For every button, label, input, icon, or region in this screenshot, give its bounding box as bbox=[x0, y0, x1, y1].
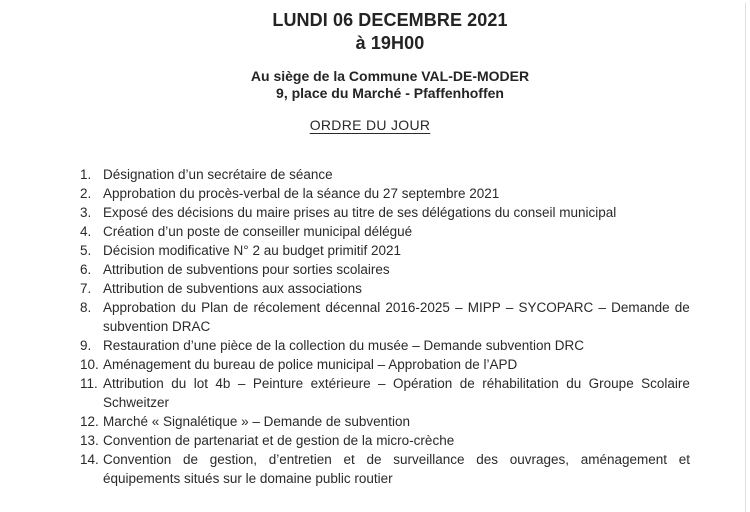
item-line: Approbation du Plan de récolement décennal 2016-2025 – MIPP – SYCOPARC – Demande de bbox=[103, 300, 690, 315]
item-line: Approbation du procès-verbal de la séance du 27 septembre 2021 bbox=[103, 186, 500, 201]
agenda-item bbox=[80, 260, 690, 279]
item-number: 1. bbox=[80, 167, 92, 182]
item-line: Attribution de subventions aux associations bbox=[103, 281, 362, 296]
agenda-item bbox=[80, 222, 690, 241]
item-number: 11. bbox=[80, 376, 98, 391]
item-line: Aménagement du bureau de police municipal – Approbation de l’APD bbox=[103, 357, 518, 372]
item-line: Création d’un poste de conseiller municipal délégué bbox=[103, 224, 413, 239]
meeting-time: à 19H00 bbox=[355, 33, 425, 53]
agenda-item bbox=[80, 450, 690, 488]
item-number: 7. bbox=[80, 281, 92, 296]
agenda-item bbox=[80, 374, 690, 412]
meeting-date: LUNDI 06 DECEMBRE 2021 bbox=[272, 10, 508, 30]
item-number: 9. bbox=[80, 338, 92, 353]
item-line: Décision modificative N° 2 au budget primitif 2021 bbox=[103, 243, 402, 258]
agenda-item bbox=[80, 336, 690, 355]
item-number: 13. bbox=[80, 433, 99, 448]
item-number: 14. bbox=[80, 452, 99, 467]
agenda-item bbox=[80, 241, 690, 260]
agenda-heading-text: ORDRE DU JOUR bbox=[309, 117, 431, 133]
item-line: Marché « Signalétique » – Demande de subvention bbox=[103, 414, 410, 429]
agenda-item bbox=[80, 279, 690, 298]
agenda-heading bbox=[0, 116, 740, 135]
item-number: 3. bbox=[80, 205, 92, 220]
item-number: 5. bbox=[80, 243, 92, 258]
venue-name: Au siège de la Commune VAL-DE-MODER bbox=[250, 68, 530, 84]
item-line: équipements situés sur le domaine public routier bbox=[103, 471, 393, 486]
item-number: 2. bbox=[80, 186, 92, 201]
item-line: Convention de gestion, d’entretien et de surveillance des ouvrages, aménagement et bbox=[103, 452, 690, 467]
item-line: Attribution de subventions pour sorties scolaires bbox=[103, 262, 390, 277]
agenda-item bbox=[80, 355, 690, 374]
agenda-item bbox=[80, 431, 690, 450]
agenda-item bbox=[80, 412, 690, 431]
item-number: 6. bbox=[80, 262, 92, 277]
item-line: Désignation d’un secrétaire de séance bbox=[103, 167, 333, 182]
agenda-list bbox=[80, 165, 690, 488]
item-line: Exposé des décisions du maire prises au titre de ses délégations du conseil municipal bbox=[103, 205, 617, 220]
item-line: Attribution du lot 4b – Peinture extérieure – Opération de réhabilitation du Groupe Scolaire bbox=[103, 376, 690, 391]
item-number: 10. bbox=[80, 357, 99, 372]
meeting-header bbox=[30, 9, 750, 55]
agenda-item bbox=[80, 203, 690, 222]
venue-address: 9, place du Marché - Pfaffenhoffen bbox=[276, 85, 504, 101]
item-number: 12. bbox=[80, 414, 99, 429]
agenda-item bbox=[80, 298, 690, 336]
item-number: 4. bbox=[80, 224, 92, 239]
item-line: subvention DRAC bbox=[103, 319, 211, 334]
venue-block bbox=[30, 68, 750, 102]
agenda-item bbox=[80, 165, 690, 184]
scan-edge-line bbox=[745, 3, 746, 512]
item-line: Restauration d’une pièce de la collection du musée – Demande subvention DRC bbox=[103, 338, 585, 353]
item-number: 8. bbox=[80, 300, 92, 315]
item-line: Convention de partenariat et de gestion de la micro-crèche bbox=[103, 433, 455, 448]
agenda-item bbox=[80, 184, 690, 203]
item-line: Schweitzer bbox=[103, 395, 170, 410]
